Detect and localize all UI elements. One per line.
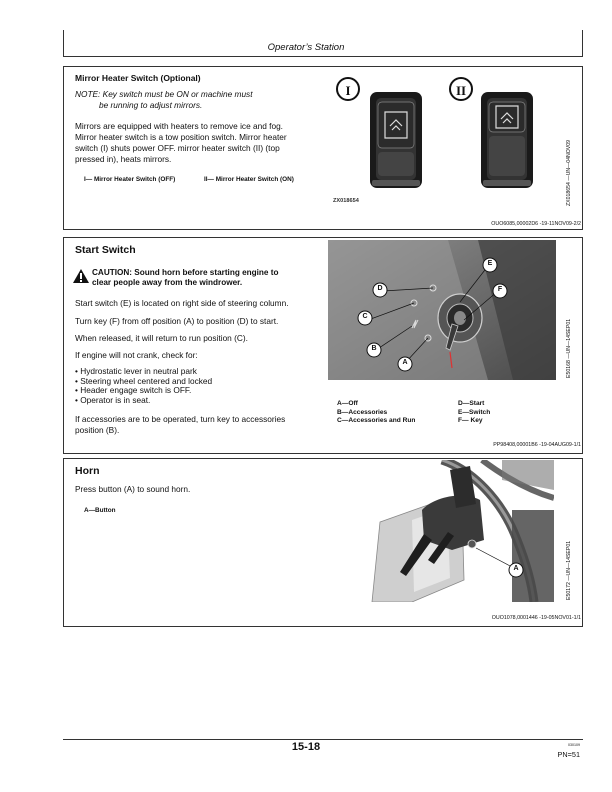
- checklist-item: • Header engage switch is OFF.: [75, 386, 212, 396]
- mirror-para-line1: Mirrors are equipped with heaters to remove ice and fog.: [75, 121, 283, 131]
- start-frame-left: [63, 237, 64, 453]
- horn-frame-right: [582, 458, 583, 626]
- mirror-label-i: I: [345, 83, 351, 98]
- start-p5-line1: If accessories are to be operated, turn key to accessories: [75, 414, 286, 424]
- horn-callout-letter: A: [513, 565, 519, 572]
- footer-small-code: 030109: [568, 743, 580, 747]
- mirror-para-line3: switch (I) shuts power OFF. mirror heater switch (II) (top: [75, 143, 280, 153]
- mirror-para-line2: Mirror heater switch is a tow position switch. Mirror heater: [75, 132, 287, 142]
- frame-left-top: [63, 30, 64, 56]
- checklist-item: • Steering wheel centered and locked: [75, 377, 212, 387]
- start-callout-f: F: [497, 286, 503, 293]
- mirror-legend-ii: II— Mirror Heater Switch (ON): [204, 176, 294, 183]
- horn-side-ref: E50172 —UN—14SEP01: [566, 540, 572, 600]
- checklist-item: • Hydrostatic lever in neutral park: [75, 367, 212, 377]
- horn-frame-top: [63, 458, 583, 459]
- horn-legend: A—Button: [84, 507, 116, 514]
- page-number: 15-18: [291, 741, 321, 753]
- footer-rule: [63, 739, 583, 740]
- start-p5: [75, 414, 325, 436]
- start-p2: Turn key (F) from off position (A) to position (D) to start.: [75, 316, 279, 326]
- mirror-frame-right: [582, 66, 583, 229]
- start-frame-bottom: [63, 453, 583, 454]
- caution-line2: clear people away from the windrower.: [92, 278, 243, 287]
- start-legend-right: [458, 400, 490, 426]
- start-callout-e: E: [487, 260, 493, 267]
- legend-item: D—Start: [458, 400, 485, 407]
- start-ref-code: PP98408,00001B6 -19-04AUG09-1/1: [493, 442, 581, 448]
- start-p3: When released, it will return to run position (C).: [75, 333, 248, 343]
- caution-line1: CAUTION: Sound horn before starting engine to: [92, 268, 279, 277]
- start-callout-c: C: [362, 313, 368, 320]
- legend-item: C—Accessories and Run: [337, 417, 416, 424]
- start-frame-top: [63, 237, 583, 238]
- mirror-note-line2: be running to adjust mirrors.: [99, 100, 203, 110]
- mirror-image-code: ZX018654: [333, 198, 359, 204]
- mirror-ref-code: OUO6085,00002D6 -19-11NOV09-2/2: [491, 221, 581, 227]
- mirror-note: [75, 89, 325, 111]
- frame-right-top: [582, 30, 583, 56]
- mirror-para-line4: pressed in), heats mirrors.: [75, 154, 172, 164]
- start-callout-a: A: [402, 359, 408, 366]
- start-switch-illustration: [328, 240, 556, 380]
- mirror-label-ii: II: [455, 83, 467, 98]
- horn-frame-bottom: [63, 626, 583, 627]
- mirror-title: Mirror Heater Switch (Optional): [75, 73, 201, 83]
- horn-ref-code: OUO1078,0001446 -19-05NOV01-1/1: [491, 615, 581, 621]
- start-callout-d: D: [377, 285, 383, 292]
- mirror-frame-left: [63, 66, 64, 229]
- divider-header: [63, 56, 583, 57]
- mirror-note-line1: NOTE: Key switch must be ON or machine must: [75, 89, 253, 99]
- horn-title: Horn: [75, 465, 100, 477]
- legend-item: B—Accessories: [337, 408, 388, 416]
- mirror-side-ref: ZX018654 —UN—04NOV09: [566, 139, 572, 206]
- mirror-frame-bottom: [63, 229, 583, 230]
- start-side-ref: E50168 —UN—14SEP01: [566, 318, 572, 378]
- legend-item: E—Switch: [458, 408, 491, 416]
- start-title: Start Switch: [75, 244, 136, 256]
- start-frame-right: [582, 237, 583, 453]
- mirror-legend-i: I— Mirror Heater Switch (OFF): [84, 176, 176, 183]
- start-p1: Start switch (E) is located on right side of steering column.: [75, 298, 289, 308]
- start-caution: [92, 268, 279, 288]
- horn-illustration: [352, 460, 554, 602]
- mirror-frame-top: [63, 66, 583, 67]
- start-legend-left: [337, 400, 415, 426]
- caution-triangle-icon: [73, 269, 89, 283]
- start-p5-line2: position (B).: [75, 425, 120, 435]
- mirror-paragraph: [75, 121, 325, 165]
- start-p4: If engine will not crank, check for:: [75, 350, 198, 360]
- horn-frame-left: [63, 458, 64, 626]
- legend-item: A—Off: [337, 400, 358, 407]
- start-callout-b: B: [371, 345, 377, 352]
- start-checklist: [75, 367, 212, 405]
- legend-item: F— Key: [458, 417, 483, 424]
- footer-pn: PN=51: [557, 750, 580, 759]
- horn-p1: Press button (A) to sound horn.: [75, 484, 191, 494]
- checklist-item: • Operator is in seat.: [75, 396, 212, 406]
- mirror-switch-illustration: [328, 72, 560, 212]
- section-header: Operator’s Station: [267, 42, 345, 53]
